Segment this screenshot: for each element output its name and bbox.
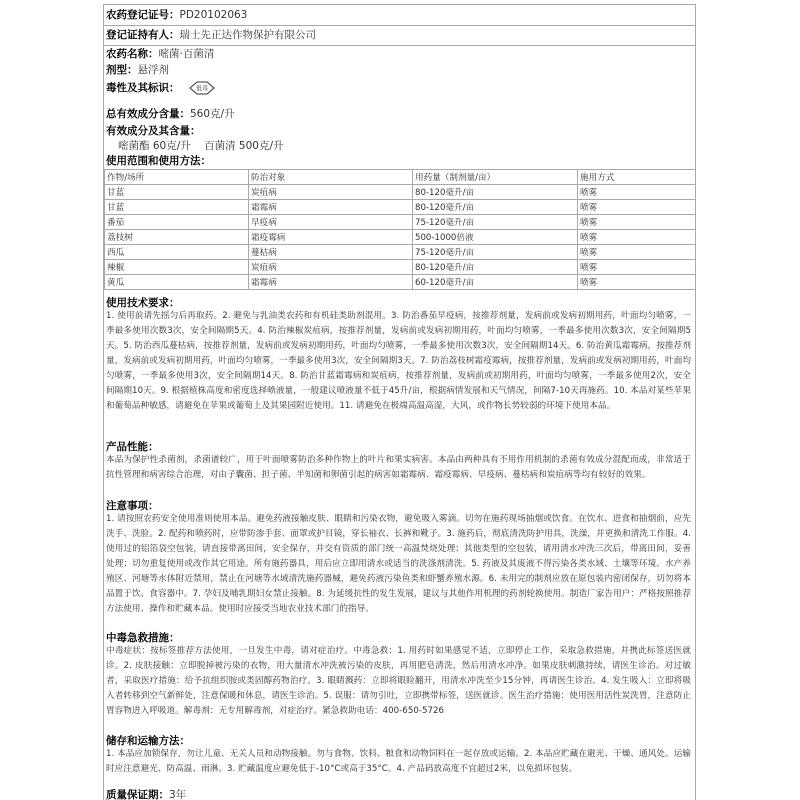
usage-table [104,169,696,290]
column-header-crop: 作物/场所 [105,170,249,185]
cell-dosage: 80-120毫升/亩 [413,185,578,200]
pesticide-label-sheet [103,4,696,800]
cell-crop: 番茄 [105,215,249,230]
usage-table-header [105,170,697,185]
cell-method: 喷雾 [578,275,697,290]
cell-crop: 甘蓝 [105,200,249,215]
storage-text: 1. 本品应加锁保存，勿让儿童、无关人员和动物接触。勿与食物、饮料、粮食和动物饲料在一起存放或运输。2. 本品应贮藏在避光、干燥、通风处。运输时应注意避光、防高温、雨淋。3. 贮藏温度应避免低于-10°C或高于35°C。4. 产品码放高度不宜超过2米，以免损坏包装。 [106,749,691,774]
precautions-heading: 注意事项： [106,500,159,512]
table-row [105,245,697,260]
pesticide-name-row [104,46,695,62]
registration-holder-value: 瑞士先正达作物保护有限公司 [179,29,316,41]
formulation-label: 剂型： [106,64,138,76]
cell-target: 炭疽病 [249,260,413,275]
formulation-value: 悬浮剂 [137,64,169,76]
registration-number-value: PD20102063 [179,9,248,21]
cell-dosage: 75-120毫升/亩 [413,215,578,230]
pesticide-name-label: 农药名称： [106,48,159,60]
performance-text: 本品为保护性杀菌剂，杀菌谱较广，用于叶面喷雾防治多种作物上的叶片和果实病害。本品由两种具有不用作用机制的杀菌有效成分混配而成，非常适于抗性管理和病害综合治理，对由子囊菌、担子菌、半知菌和卵菌引起的病害如霜霉病、霜疫霉病、早疫病、蔓枯病和炭疽病等均有较好的效果。 [106,455,691,480]
total-content-value: 560克/升 [190,108,235,120]
low-toxicity-mark-icon [189,81,215,95]
storage-heading: 储存和运输方法： [106,735,190,747]
row-divider [104,25,695,26]
total-content-label: 总有效成分含量： [106,108,190,120]
cell-target: 炭疽病 [249,185,413,200]
ingredients-label: 有效成分及其含量： [106,125,201,137]
formulation-row [104,62,695,78]
table-row [105,230,697,245]
column-header-dosage: 用药量（制剂量/亩） [413,170,578,185]
cell-dosage: 80-120毫升/亩 [413,260,578,275]
cell-target: 霜霉病 [249,275,413,290]
first-aid-text: 中毒症状：按标签推荐方法使用，一旦发生中毒，请对症治疗。中毒急救：1. 用药时如果感觉不适，立即停止工作，采取急救措施，并携此标签送医就诊。2. 皮肤接触：立即脱掉被污染的衣物，用大量清水冲洗被污染的皮肤，再用肥皂清洗，然后用清水冲净。如果皮肤刺激持续，请医生诊治。对过敏者，采取医疗措施：给予抗组织胺或类固醇药物治疗。3. 眼睛溅药：立即将眼睑翻开，用清水冲洗至少15分钟，再请医生诊治。4. 发生吸入：立即将吸入者转移到空气新鲜处，注意保暖和休息，请医生诊治。5. 误服：请勿引吐，立即携带标签，送医就诊。医生治疗措施：使用医用活性炭洗胃，注意防止胃容物进入呼吸道。解毒剂：无专用解毒剂，对症治疗。紧急救助电话：400-650-5726 [106,646,691,716]
first-aid-heading: 中毒急救措施： [106,632,180,644]
toxicity-row [104,80,695,96]
registration-number-row [104,7,695,23]
low-toxicity-mark-text: 低毒 [195,85,208,93]
pesticide-name-value: 嘧菌·百菌清 [158,48,215,60]
cell-target: 蔓枯病 [249,245,413,260]
shelf-life-row [104,787,695,800]
cell-crop: 西瓜 [105,245,249,260]
technique-text: 1. 使用前请先摇匀后再取药。2. 避免与乳油类农药和有机硅类助剂混用。3. 防治番茄早疫病，按推荐剂量，发病前或发病初期用药，叶面均匀喷雾，一季最多使用次数3次，安全间隔期5天。4. 防治辣椒炭疽病，按推荐剂量，发病前或发病初期用药，叶面均匀喷雾，一季最多使用次数3次，安全间隔期5天。5. 防治西瓜蔓枯病，按推荐剂量，发病前或发病初期用药，叶面均匀喷雾，一季最多使用次数3次，安全间隔期14天。6. 防治黄瓜霜霉病，按推荐剂量，发病前或发病初期用药，叶面均匀喷雾，一季最多使用3次，安全间隔期3天。7. 防治荔枝树霜疫霉病，按推荐剂量，发病前或发病初期用药，叶面均匀喷雾，一季最多使用3次，安全间隔期14天。8. 防治甘蓝霜霉病和炭疽病，按推荐剂量，发病前或初期用药，叶面均匀喷雾，一季最多使用2次，安全间隔期10天。9. 根据植株高度和密度选择喷液量，一般建议喷液量不低于45升/亩，根据病情发展和天气情况，间隔7-10天再施药。10. 本品对某些苹果和葡萄品种敏感，请避免在苹果或葡萄上及其果园附近使用。11. 请避免在极端高温高湿，大风，或作物长势较弱的环境下使用本品。 [106,311,691,411]
total-content-row [104,106,695,122]
precautions-text: 1. 请按照农药安全使用准则使用本品。避免药液接触皮肤、眼睛和污染衣物，避免吸入雾滴。切勿在施药现场抽烟或饮食。在饮水、进食和抽烟前，应先洗手、洗脸。2. 配药和喷药时，应带防渗手套、面罩或护目镜，穿长袖衣、长裤和靴子。3. 施药后，彻底清洗防护用具，洗澡，并更换和清洗工作服。4. 使用过的铝箔袋空包装，请直接带离田间，安全保存，并交有资质的部门统一高温焚烧处理；其他类型的空包装，请用清水冲洗三次后，带离田间，妥善处理；切勿重复使用或改作其它用途。所有施药器具，用后应立即用清水或适当的洗涤剂清洗。5. 药液及其废液不得污染各类水域、土壤等环境。水产养殖区、河塘等水体附近禁用，禁止在河塘等水域清洗施药器械，避免药液污染鱼类和虾蟹养殖水源。6. 未用完的制剂应放在原包装内密闭保存，切勿将本品置于饮、食容器中。7. 孕妇及哺乳期妇女禁止接触。8. 为延缓抗性的发生发展，建议与其他作用机理的药剂轮换使用。制造厂家告用户：严格按照推荐方法使用、操作和贮藏本品。使用时应接受当地农业技术部门的指导。 [106,514,691,614]
performance-heading: 产品性能： [106,441,159,453]
cell-method: 喷雾 [578,215,697,230]
toxicity-label: 毒性及其标识： [106,82,180,94]
cell-crop: 荔枝树 [105,230,249,245]
table-row [105,200,697,215]
shelf-life-label: 质量保证期： [106,789,169,800]
cell-crop: 辣椒 [105,260,249,275]
table-row [105,260,697,275]
cell-crop: 甘蓝 [105,185,249,200]
cell-target: 早疫病 [249,215,413,230]
cell-method: 喷雾 [578,200,697,215]
registration-holder-label: 登记证持有人： [106,29,180,41]
cell-dosage: 75-120毫升/亩 [413,245,578,260]
registration-number-label: 农药登记证号： [106,9,180,21]
cell-dosage: 500-1000倍液 [413,230,578,245]
cell-target: 霜疫霉病 [249,230,413,245]
registration-holder-row [104,27,695,43]
cell-crop: 黄瓜 [105,275,249,290]
cell-target: 霜霉病 [249,200,413,215]
cell-method: 喷雾 [578,260,697,275]
ingredients-value: 嘧菌酯 60克/升 百菌清 500克/升 [118,140,284,152]
cell-method: 喷雾 [578,185,697,200]
table-row [105,275,697,290]
ingredients-value-row [104,138,695,154]
column-header-method: 施用方式 [578,170,697,185]
column-header-target: 防治对象 [249,170,413,185]
table-row [105,215,697,230]
ingredients-row [104,123,695,139]
shelf-life-value: 3年 [169,789,187,800]
usage-heading: 使用范围和使用方法： [106,155,211,167]
cell-method: 喷雾 [578,230,697,245]
technique-heading: 使用技术要求： [106,297,180,309]
table-row [105,185,697,200]
cell-dosage: 60-120毫升/亩 [413,275,578,290]
cell-dosage: 80-120毫升/亩 [413,200,578,215]
cell-method: 喷雾 [578,245,697,260]
